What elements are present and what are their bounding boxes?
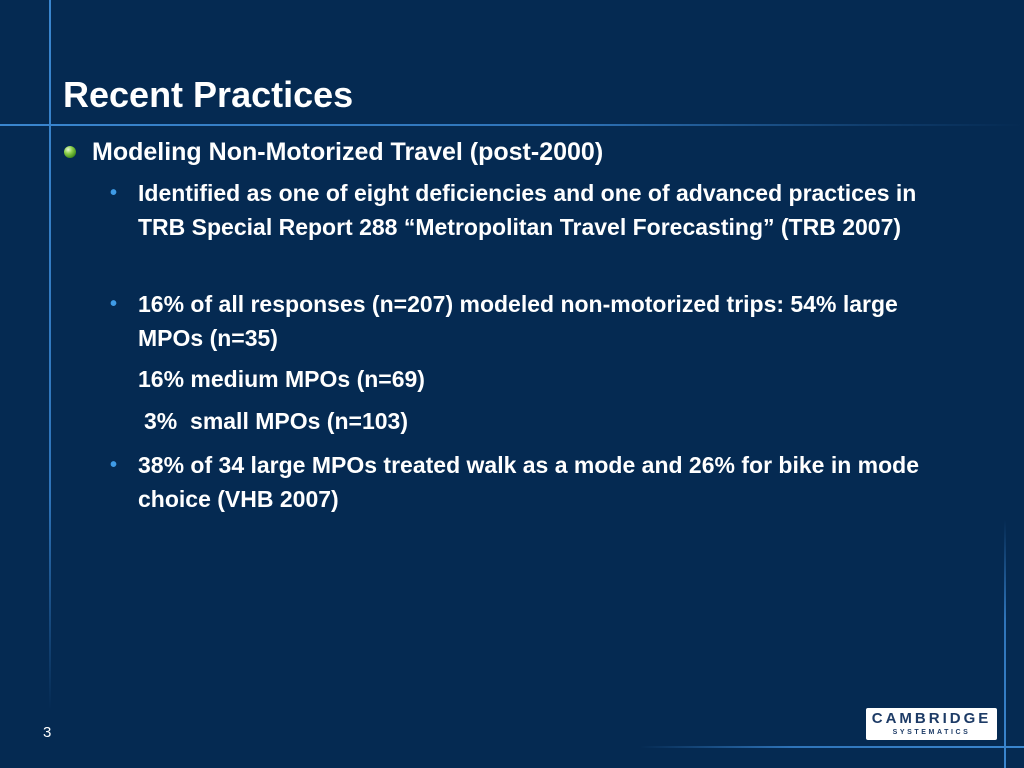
page-number: 3 [43, 724, 52, 741]
sub-bullet-3 [110, 448, 968, 516]
sub-bullet-2 [110, 287, 968, 355]
main-bullet: Modeling Non-Motorized Travel (post-2000) [92, 138, 604, 166]
left-vertical-rule [49, 0, 51, 710]
sub-bullet-text: 16% of all responses (n=207) modeled non-motorized trips: 54% large MPOs (n=35) [138, 291, 898, 351]
continuation-line-small: 3% small MPOs (n=103) [144, 408, 408, 434]
right-vertical-rule [1004, 520, 1006, 768]
sub-bullet-text: Identified as one of eight deficiencies and one of advanced practices in TRB Special Report 288 “Metropolitan Travel Forecasting” (TRB 2007) [138, 180, 917, 240]
sub-bullet-dot-icon: • [110, 293, 118, 315]
cambridge-systematics-logo [866, 708, 997, 740]
title-underline-rule [0, 124, 1024, 126]
sub-bullet-text: 38% of 34 large MPOs treated walk as a mode and 26% for bike in mode choice (VHB 2007) [138, 452, 919, 512]
logo-subtitle: SYSTEMATICS [892, 729, 971, 736]
sub-bullet-dot-icon: • [110, 182, 118, 204]
slide-title: Recent Practices [63, 74, 354, 115]
sub-bullet-1 [110, 176, 968, 244]
logo-wordmark: CAMBRIDGE [871, 710, 992, 727]
green-ball-bullet-icon [64, 146, 76, 158]
continuation-line-medium: 16% medium MPOs (n=69) [138, 366, 425, 392]
bottom-horizontal-rule [640, 746, 1024, 748]
sub-bullet-dot-icon: • [110, 454, 118, 476]
